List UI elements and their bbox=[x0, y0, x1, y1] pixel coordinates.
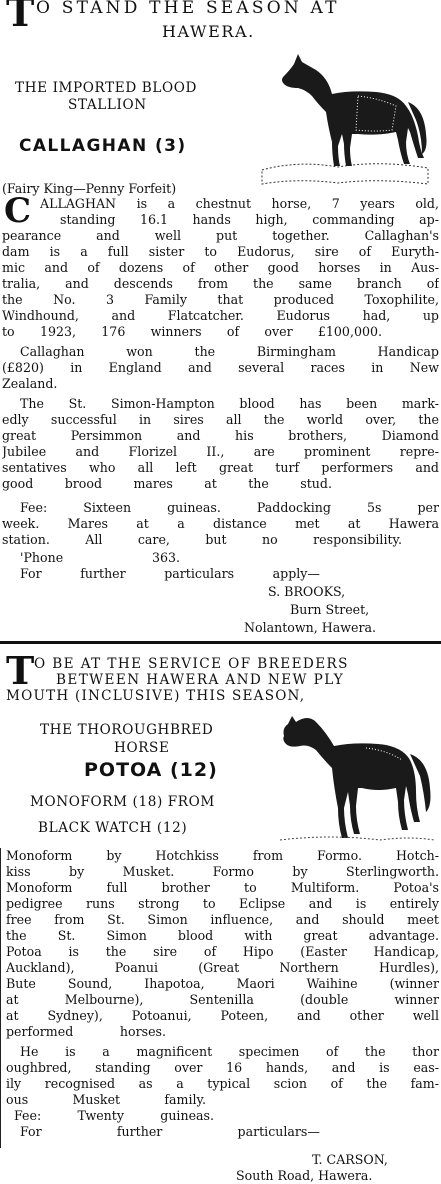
text-line: ALLAGHAN is a chestnut horse, 7 years old, bbox=[40, 196, 439, 211]
subhead-thoroughbred: THE THOROUGHBRED bbox=[40, 722, 214, 738]
signature-name: T. CARSON, bbox=[312, 1152, 388, 1167]
headline-drop-cap: T bbox=[6, 0, 35, 35]
horse-name-callaghan: CALLAGHAN (3) bbox=[19, 136, 187, 156]
text-line: week. Mares at a distance met at Hawera bbox=[2, 516, 439, 531]
text-line: (£820) in England and several races in New bbox=[2, 360, 439, 375]
text-line: great Persimmon and his brothers, Diamond bbox=[2, 428, 439, 443]
signature-name: S. BROOKS, bbox=[268, 584, 346, 599]
text-line: kiss by Musket. Formo by Sterlingworth. bbox=[6, 864, 439, 879]
text-line: Callaghan won the Birmingham Handicap bbox=[20, 344, 439, 359]
advertisement-potoa bbox=[0, 648, 441, 1184]
text-line: good brood mares at the stud. bbox=[2, 476, 332, 491]
text-line: the St. Simon blood with great advantage. bbox=[6, 928, 439, 943]
pedigree-callaghan: (Fairy King—Penny Forfeit) bbox=[2, 181, 177, 196]
signature-town: Nolantown, Hawera. bbox=[244, 620, 377, 635]
subhead-imported: THE IMPORTED BLOOD bbox=[15, 80, 197, 96]
text-line: performed horses. bbox=[6, 1024, 166, 1039]
column-divider bbox=[0, 641, 441, 644]
pedigree-potoa-1: MONOFORM (18) FROM bbox=[30, 794, 215, 810]
text-line: The St. Simon-Hampton blood has been mark- bbox=[20, 396, 439, 411]
text-line: For further particulars apply— bbox=[20, 566, 320, 581]
text-line: Monoform full brother to Multiform. Potoa's bbox=[6, 880, 439, 895]
horse-illustration bbox=[270, 688, 438, 850]
text-line: 'Phone 363. bbox=[20, 550, 180, 565]
subhead-horse: HORSE bbox=[114, 740, 170, 756]
text-line: pearance and well put together. Callaghan's bbox=[2, 228, 439, 243]
headline-line-1: O STAND THE SEASON AT bbox=[36, 0, 340, 18]
text-line: Fee: Sixteen guineas. Paddocking 5s per bbox=[20, 500, 439, 515]
text-line: He is a magnificent specimen of the thor bbox=[20, 1044, 439, 1059]
headline-line-2: BETWEEN HAWERA AND NEW PLY bbox=[56, 672, 345, 688]
horse-name-potoa: POTOA (12) bbox=[84, 759, 218, 781]
text-line: at Melbourne), Sentenilla (double winner bbox=[6, 992, 439, 1007]
text-line: Fee: Twenty guineas. bbox=[14, 1108, 214, 1123]
signature-address: South Road, Hawera. bbox=[236, 1168, 373, 1183]
text-line: edly successful in sires all the world over, the bbox=[2, 412, 439, 427]
text-line: free from St. Simon influence, and should meet bbox=[6, 912, 439, 927]
headline-line-1: O BE AT THE SERVICE OF BREEDERS bbox=[34, 656, 349, 672]
text-line: the No. 3 Family that produced Toxophilite, bbox=[2, 292, 439, 307]
headline-line-2: HAWERA. bbox=[162, 22, 255, 41]
body-drop-cap: C bbox=[4, 191, 32, 231]
horse-illustration bbox=[258, 50, 434, 192]
text-line: Windhound, and Flatcatcher. Eudorus had, up bbox=[2, 308, 439, 323]
text-line: oughbred, standing over 16 hands, and is eas- bbox=[6, 1060, 439, 1075]
margin-rule bbox=[0, 848, 1, 1148]
text-line: standing 16.1 hands high, commanding ap- bbox=[60, 212, 439, 227]
headline-line-3: MOUTH (INCLUSIVE) THIS SEASON, bbox=[6, 688, 306, 704]
text-line: ily recognised as a typical scion of the fam- bbox=[6, 1076, 439, 1091]
text-line: Zealand. bbox=[2, 376, 58, 391]
subhead-stallion: STALLION bbox=[68, 97, 147, 113]
text-line: to 1923, 176 winners of over £100,000. bbox=[2, 324, 382, 339]
text-line: Potoa is the sire of Hipo (Easter Handicap, bbox=[6, 944, 439, 959]
text-line: Bute Sound, Ihapotoa, Maori Waihine (winner bbox=[6, 976, 439, 991]
pedigree-potoa-2: BLACK WATCH (12) bbox=[38, 820, 188, 836]
text-line: ous Musket family. bbox=[6, 1092, 206, 1107]
text-line: pedigree runs strong to Eclipse and is entirely bbox=[6, 896, 439, 911]
text-line: sentatives who all left great turf performers and bbox=[2, 460, 439, 475]
text-line: mic and of dozens of other good horses in Aus- bbox=[2, 260, 439, 275]
text-line: Jubilee and Florizel II., are prominent repre- bbox=[2, 444, 439, 459]
text-line: station. All care, but no responsibility. bbox=[2, 532, 402, 547]
signature-street: Burn Street, bbox=[290, 602, 370, 617]
text-line: dam is a full sister to Eudorus, sire of Euryth- bbox=[2, 244, 439, 259]
text-line: For further particulars— bbox=[20, 1124, 320, 1139]
headline-drop-cap: T bbox=[6, 648, 35, 693]
text-line: Auckland), Poanui (Great Northern Hurdles), bbox=[6, 960, 439, 975]
text-line: tralia, and descends from the same branch of bbox=[2, 276, 439, 291]
text-line: Monoform by Hotchkiss from Formo. Hotch- bbox=[6, 848, 439, 863]
text-line: at Sydney), Potoanui, Poteen, and other well bbox=[6, 1008, 439, 1023]
